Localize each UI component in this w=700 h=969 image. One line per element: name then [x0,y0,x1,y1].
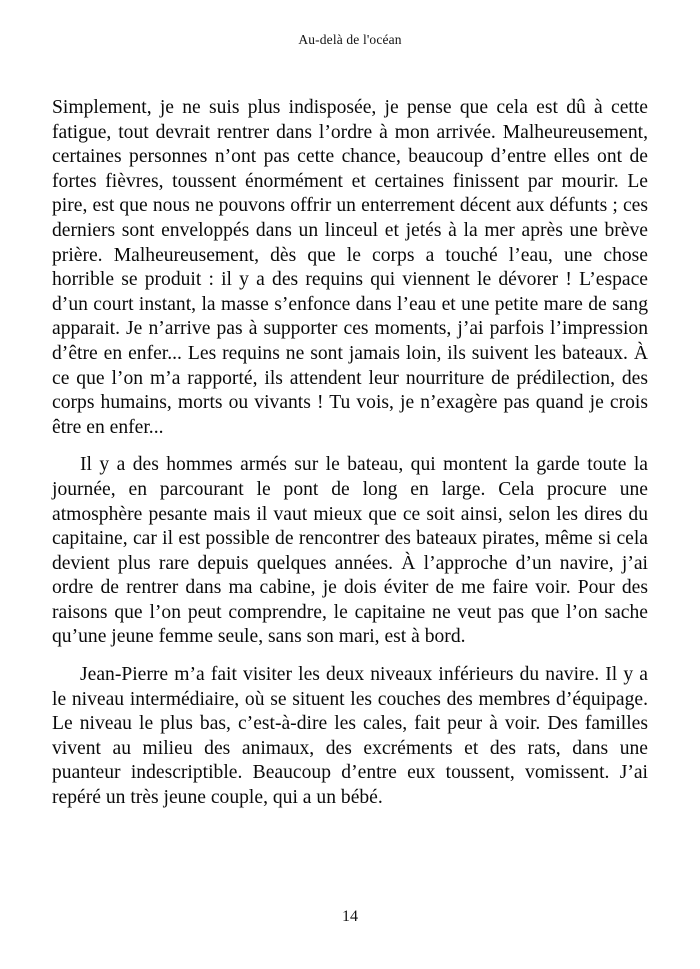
paragraph: Simplement, je ne suis plus indisposée, je pense que cela est dû à cette fatigue, tout devrait rentrer dans l’ordre à mon arrivée. Malheureusement, certaines personnes n’ont pas cette chance, beaucoup d’entre elles ont de fortes fièvres, toussent énormément et certaines finissent par mourir. Le pire, est que nous ne pouvons offrir un enterrement décent aux défunts ; ces derniers sont enveloppés dans un linceul et jetés à la mer après une brève prière. Malheureusement, dès que le corps a touché l’eau, une chose horrible se produit : il y a des requins qui viennent le dévorer ! L’espace d’un court instant, la masse s’enfonce dans l’eau et une petite mare de sang apparait. Je n’arrive pas à supporter ces moments, j’ai parfois l’impression d’être en enfer... Les requins ne sont jamais loin, ils suivent les bateaux. À ce que l’on m’a rapporté, ils attendent leur nourriture de prédilection, des corps humains, morts ou vivants ! Tu vois, je n’exagère pas quand je crois être en enfer... [52,97,648,438]
paragraph: Jean-Pierre m’a fait visiter les deux niveaux inférieurs du navire. Il y a le niveau intermédiaire, où se situent les couches des membres d’équipage. Le niveau le plus bas, c’est-à-dire les cales, fait peur à voir. Des familles vivent au milieu des animaux, des excréments et des rats, dans une puanteur indescriptible. Beaucoup d’entre eux toussent, vomissent. J’ai repéré un très jeune couple, qui a un bébé. [52,664,648,809]
paragraph: Il y a des hommes armés sur le bateau, qui montent la garde toute la journée, en parcourant le pont de long en large. Cela procure une atmosphère pesante mais il vaut mieux que ce soit ainsi, selon les dires du capitaine, car il est possible de rencontrer des bateaux pirates, même si cela devient plus rare depuis quelques années. À l’approche d’un navire, j’ai ordre de rentrer dans ma cabine, je dois éviter de me faire voir. Pour des raisons que l’on peut comprendre, le capitaine ne veut pas que l’on sache qu’une jeune femme seule, sans son mari, est à bord. [52,454,648,648]
running-head: Au-delà de l'océan [298,32,402,47]
page-number: 14 [342,908,358,925]
body-text-column [52,96,648,811]
